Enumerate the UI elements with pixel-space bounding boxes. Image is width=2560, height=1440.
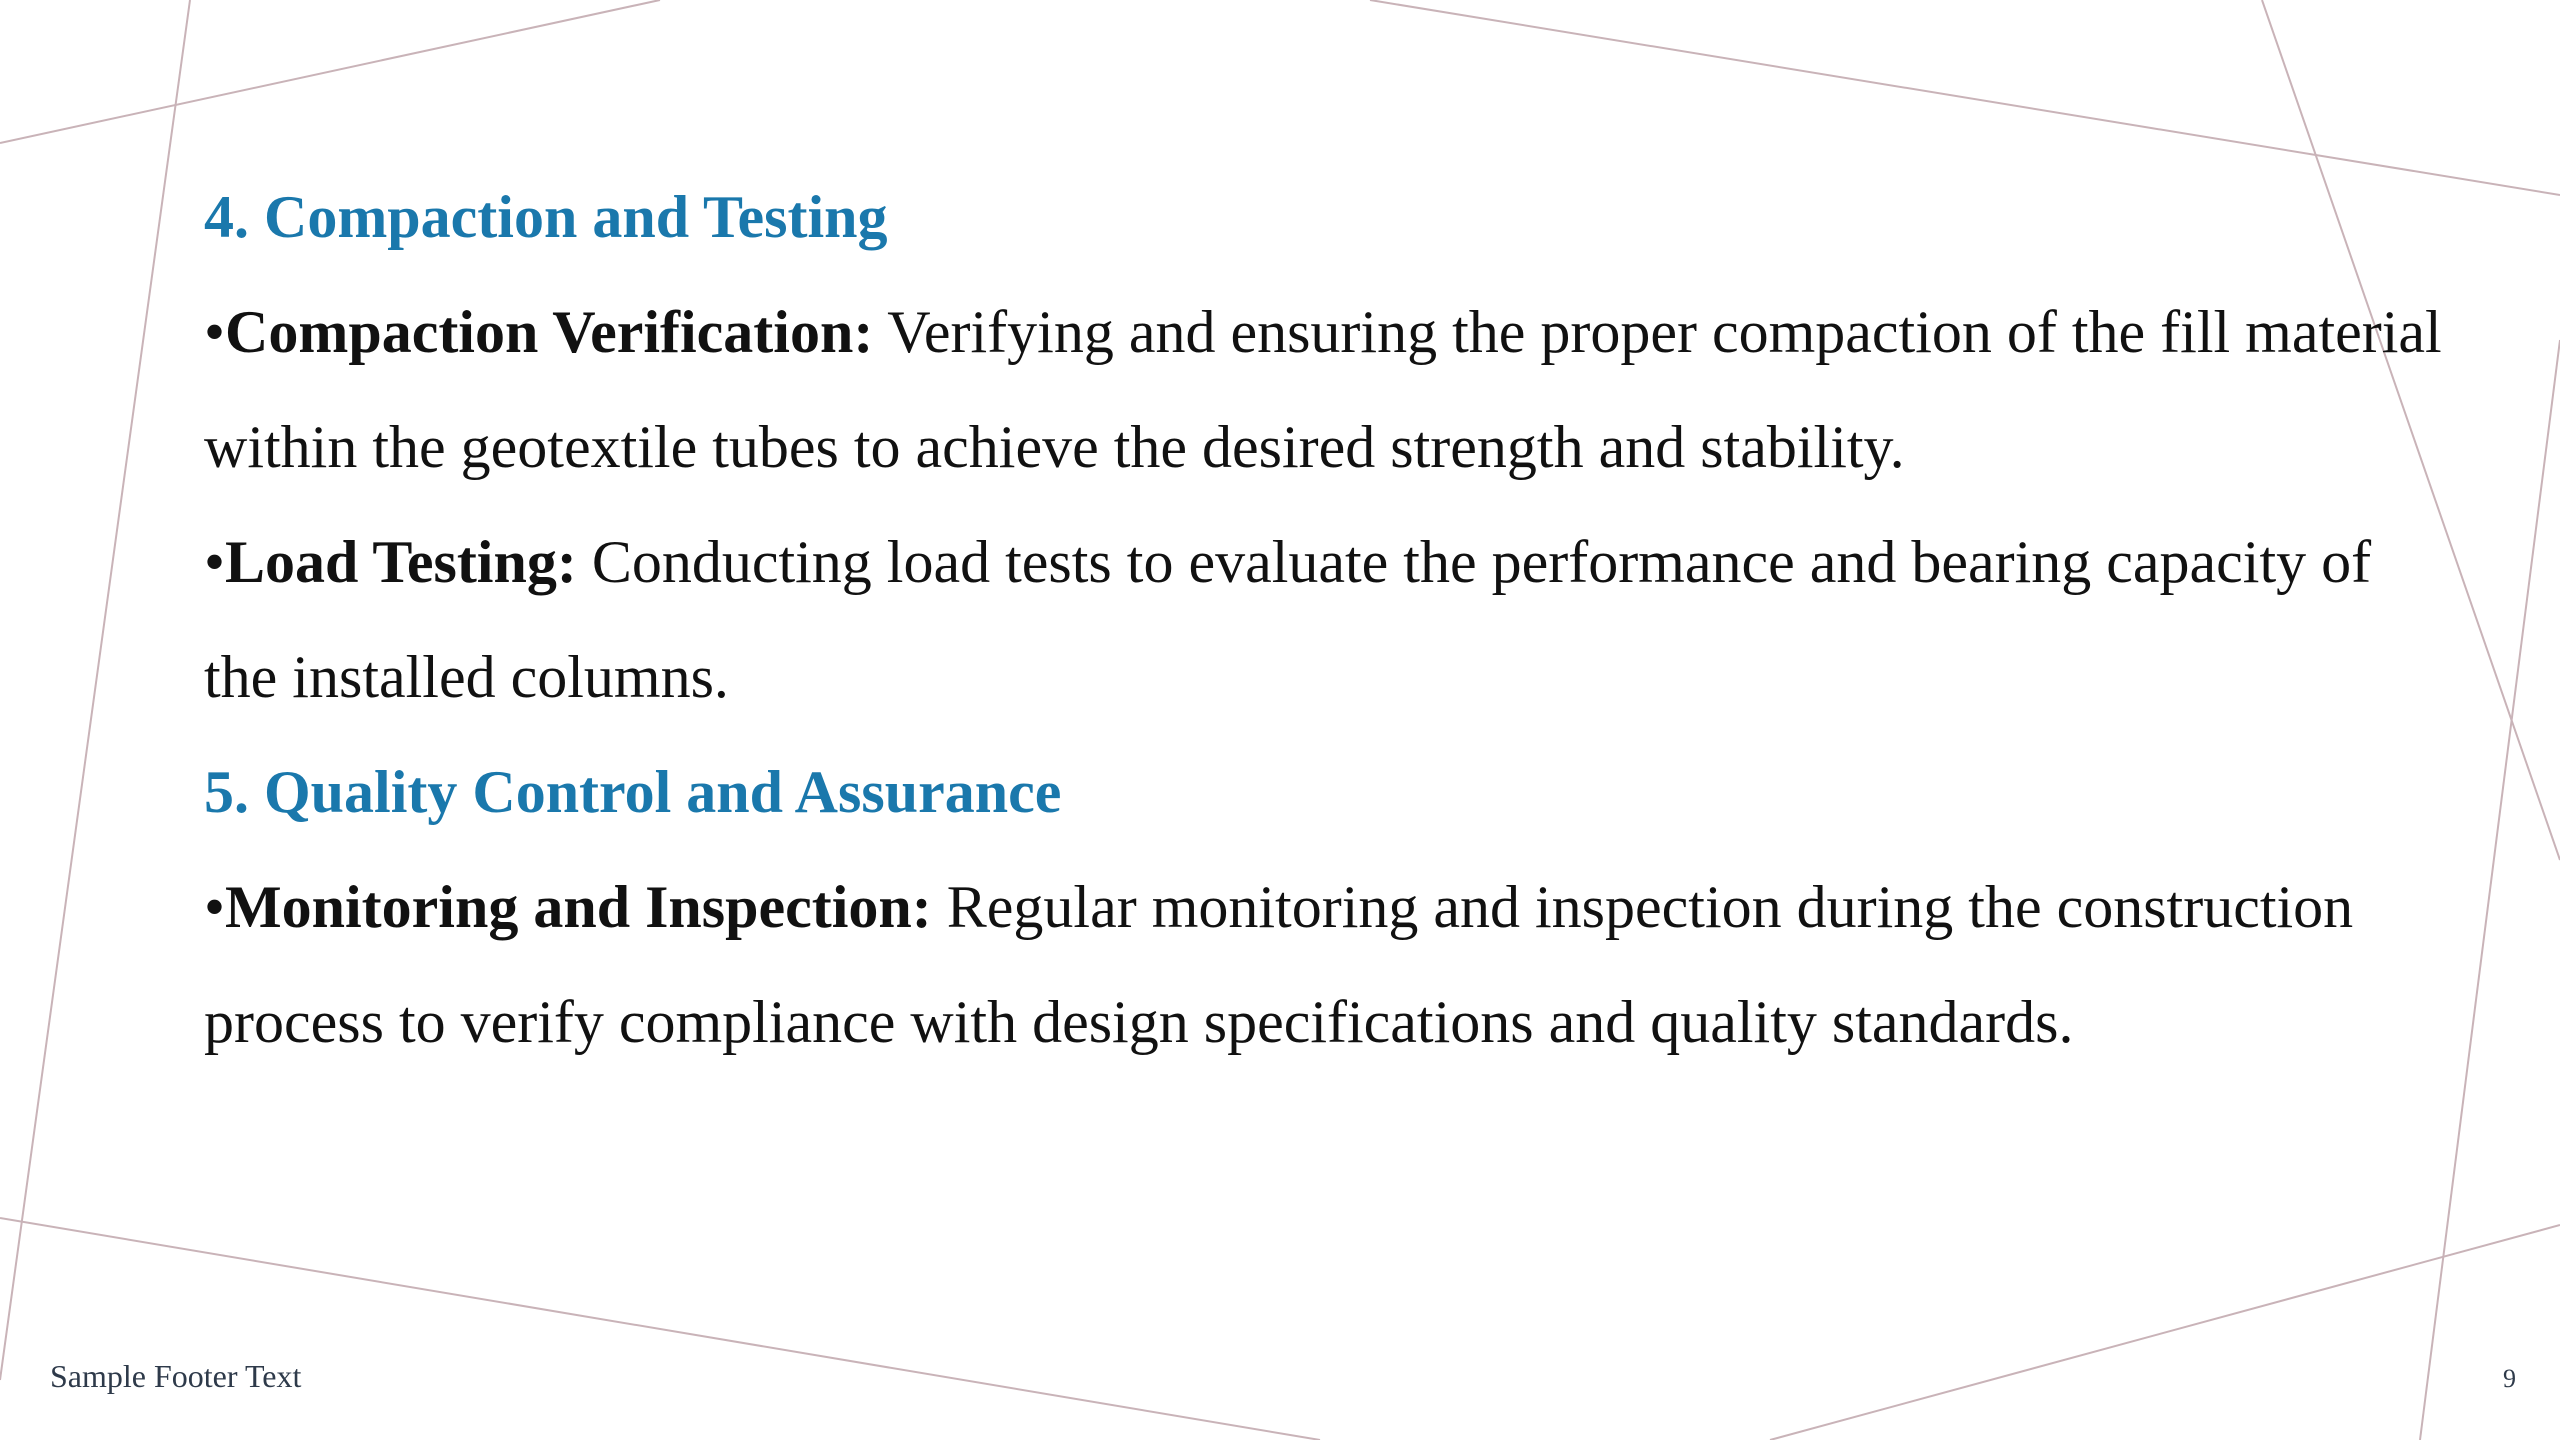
bullet-term: Compaction Verification: — [225, 299, 874, 365]
slide-body — [204, 160, 2444, 1080]
decor-line — [0, 0, 660, 143]
decor-line — [0, 1218, 1320, 1440]
decor-line — [1770, 1225, 2560, 1440]
bullet-compaction-verification — [204, 275, 2444, 505]
footer-text: Sample Footer Text — [50, 1358, 302, 1394]
bullet-term: Load Testing: — [225, 529, 577, 595]
bullet-monitoring-inspection — [204, 850, 2444, 1080]
page-number: 9 — [2503, 1364, 2516, 1393]
bullet-mark: • — [204, 299, 226, 365]
section-heading-quality: 5. Quality Control and Assurance — [204, 759, 1062, 825]
bullet-mark: • — [204, 874, 226, 940]
bullet-term: Monitoring and Inspection: — [225, 874, 932, 940]
decor-line — [0, 0, 190, 1380]
bullet-text: Conducting load tests to evaluate the performance and bearing capacity of the installed columns. — [204, 529, 2372, 710]
bullet-load-testing — [204, 505, 2444, 735]
bullet-mark: • — [204, 529, 226, 595]
section-heading-compaction: 4. Compaction and Testing — [204, 184, 888, 250]
bullet-text: Regular monitoring and inspection during the construction process to verify compliance with design specifications and quality standards. — [204, 874, 2354, 1055]
bullet-text: Verifying and ensuring the proper compaction of the fill material within the geotextile tubes to achieve the desired strength and stability. — [204, 299, 2442, 480]
